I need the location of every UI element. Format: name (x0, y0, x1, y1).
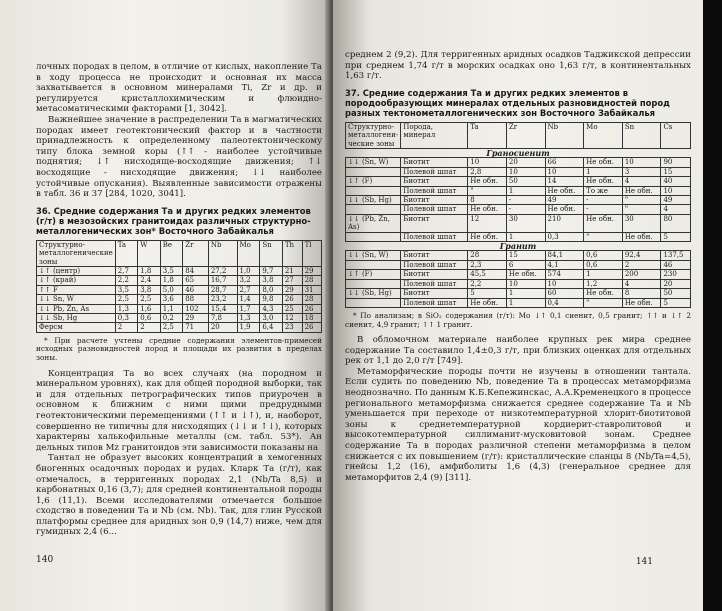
table36-cell: 2,5 (138, 295, 160, 304)
table36-cell: 0,2 (160, 313, 182, 322)
table37-cell: 5 (661, 298, 691, 307)
table36-cell: 26 (302, 323, 321, 332)
table36-cell: ↓↓ Sb, Hg (37, 313, 116, 322)
table36-cell: 29 (302, 266, 321, 275)
table37-cell: 0,4 (545, 298, 584, 307)
table36-cell: 1,4 (237, 295, 260, 304)
table36-header-cell: W (138, 240, 160, 266)
table36-cell: 5,0 (160, 285, 182, 294)
table36-wrapper (36, 240, 322, 333)
table37-cell: Не обн. (584, 289, 623, 298)
table37-cell: Не обн. (622, 186, 661, 195)
table37-cell: Не обн. (584, 158, 623, 167)
table36-row (37, 313, 322, 322)
table36-row (37, 276, 322, 285)
table37-cell (346, 279, 401, 288)
table36-cell: 2 (115, 323, 137, 332)
table37-cell: 14 (545, 177, 584, 186)
table37-row (346, 279, 691, 288)
table36-cell: 0,6 (138, 313, 160, 322)
table37-cell: 10 (468, 158, 507, 167)
table37-cell (346, 298, 401, 307)
table37-cell: ↓↓ (Sb, Hg) (346, 289, 401, 298)
table36-cell: 2,5 (160, 323, 182, 332)
table37-header-cell: Zr (506, 122, 545, 148)
table36-cell: 3,5 (160, 266, 182, 275)
table36-header-cell: Структурно-металлогенические зоны (37, 240, 116, 266)
table36-cell: ↑↑ F (37, 285, 116, 294)
table37-header-row (346, 122, 691, 148)
table36-header-cell: Nb (208, 240, 237, 266)
table37-row (346, 260, 691, 269)
table36-header-cell: Th (282, 240, 302, 266)
left-paragraph-4: Тантал не образует высоких концентраций в хемогенных биогенных осадочных породах и рудах. Кларк Та (г/т), как отмечалось, в терригенных породах 2,1 (Nb/Ta 8,5) и карбонатных 0,16 (3,7); для средней континентальной породы 1,6 (11,1). Всеми исследователями отмечается большое сходство в поведении Та и Nb (см. Nb). Так, для глин Русской платформы среднее для аридных зон 0,9 (14,7) ниже, чем для гумидных 2,4 (6... (36, 453, 322, 538)
table37-cell: 15 (506, 251, 545, 260)
table37-cell: - (584, 205, 623, 214)
table37-cell: 0,6 (584, 251, 623, 260)
table36-cell: 18 (302, 313, 321, 322)
table36-row (37, 323, 322, 332)
table37-cell: Полевой шпат (401, 260, 468, 269)
table36-row (37, 266, 322, 275)
table37-cell: 2,3 (468, 260, 507, 269)
table36-cell: 20 (208, 323, 237, 332)
table37-cell: 2,8 (468, 167, 507, 176)
table37-cell: Не обн. (506, 270, 545, 279)
table36-header-row (37, 240, 322, 266)
right-paragraph-3: Метаморфические породы почти не изучены в отношении тантала. Если судить по поведению Nb, поведение Та в процессах метаморфизма неоднозначно. По данным К.Б.Кепежинскас, А.А.Кременецкого в процессе регионального метаморфизма снижается среднее содержание Та и Nb уменьшается при переходе от низкотемпературной хлорит-биотитовой зоны к среднетемпературной кордиерит-ставролитовой и высокотемпературной силлиманит-мусковитовой зонам. Среднее содержание Та в породах различной степени метаморфизма в целом снижается с их повышением (г/т): кристаллические сланцы 8 (Nb/Ta=4,5), гнейсы 1,2 (16), амфиболиты 1,6 (4,3) (генеральное среднее для метаморфитов 2,4 (9) [311]. (345, 366, 691, 483)
table36-header-cell: Tl (302, 240, 321, 266)
table37-cell: 45,5 (468, 270, 507, 279)
table37-cell: 50 (506, 177, 545, 186)
table37-cell: 50 (661, 289, 691, 298)
table36-cell: 31 (302, 285, 321, 294)
table37-cell: 3 (622, 167, 661, 176)
table36-cell: 3,8 (260, 276, 282, 285)
table37-cell: Полевой шпат (401, 167, 468, 176)
table36-body (37, 266, 322, 332)
table37-row (346, 158, 691, 167)
left-intro-paragraph: лочных породах в целом, в отличие от кислых, накопление Та в ходу процесса не происходит и основная их масса захватывается в основном минералами Ti, Zr и др. и регулируется кристаллохимическим и флюидно-метасоматическими факторами [1, 3042]. (36, 62, 322, 115)
table37-cell: 10 (622, 158, 661, 167)
table36-cell: 2,7 (237, 285, 260, 294)
table37-footnote: * По анализам; в SiO₂ содержания (г/т): Mo ↓↑ 0,1 сиенит, 0,5 гранит; ↑↑ и ↓↑ 2 сиенит, 4,9 гранит; ↑↑ 1 гранит. (345, 310, 691, 329)
table36-cell: 46 (183, 285, 209, 294)
table37-cell: 1 (506, 289, 545, 298)
table36-cell: 2,4 (138, 276, 160, 285)
table37-cell: 28 (468, 251, 507, 260)
table37-cell: Полевой шпат (401, 298, 468, 307)
table36-cell: 12 (282, 313, 302, 322)
table36-cell: ↓↓ Pb, Zn, As (37, 304, 116, 313)
table37-cell: Не обн. (468, 177, 507, 186)
table36-cell: 1,0 (237, 266, 260, 275)
table36-cell: 6,4 (260, 323, 282, 332)
table36-cell: 4,3 (260, 304, 282, 313)
table37-cell: 4 (622, 177, 661, 186)
table37-header-cell: Nb (545, 122, 584, 148)
table36-cell: 27,2 (208, 266, 237, 275)
table37-cell: ↓↑ (F) (346, 177, 401, 186)
table36-cell: Ферсм (37, 323, 116, 332)
table36-header-cell: Ta (115, 240, 137, 266)
table37-cell: Не обн. (468, 205, 507, 214)
table37-cell: 4 (661, 205, 691, 214)
table37-cell: Полевой шпат (401, 279, 468, 288)
table37-cell: 10 (506, 279, 545, 288)
table37-cell: Не обн. (584, 214, 623, 232)
table37-cell: " (622, 205, 661, 214)
table37-cell: 30 (506, 214, 545, 232)
table37-cell: Не обн. (468, 298, 507, 307)
table37-header-cell: Порода, минерал (401, 122, 468, 148)
table37-cell: ↓↓ (Sb, Hg) (346, 196, 401, 205)
table36-cell: 28 (302, 295, 321, 304)
table36-cell: 8,0 (260, 285, 282, 294)
table37-cell: 12 (468, 214, 507, 232)
table37-cell: 10 (661, 186, 691, 195)
table36-cell: 65 (183, 276, 209, 285)
table36-cell: 29 (282, 285, 302, 294)
table37-group-label: Граносиенит (346, 149, 691, 158)
table37-row (346, 251, 691, 260)
table37-cell: 80 (661, 214, 691, 232)
table37-row (346, 167, 691, 176)
table37-cell: 4,1 (545, 260, 584, 269)
table37-row (346, 196, 691, 205)
page-number-right: 141 (635, 557, 653, 567)
table37-cell: ↓↓ (Sn, W) (346, 251, 401, 260)
table36-cell: 29 (183, 313, 209, 322)
table36-footnote: * При расчете учтены средние содержания элементов-примесей исходных разновидностей пород и площади их развития в пределах зоны. (36, 335, 322, 362)
table36-cell: 9,8 (260, 295, 282, 304)
table37-group-label: Гранит (346, 242, 691, 251)
table36-cell: 1,8 (160, 276, 182, 285)
table36-cell: 27 (282, 276, 302, 285)
table37-cell: 10 (545, 279, 584, 288)
table36-cell: 26 (282, 295, 302, 304)
table36-cell: 23 (282, 323, 302, 332)
table37-header-cell: Mo (584, 122, 623, 148)
table37-cell: Не обн. (545, 205, 584, 214)
table37-header-cell: Cs (661, 122, 691, 148)
table37-row (346, 177, 691, 186)
table36-header-cell: Sn (260, 240, 282, 266)
table37-cell: ↓↑ (F) (346, 270, 401, 279)
table36-cell: 3,5 (115, 285, 137, 294)
table37-cell: То же (584, 186, 623, 195)
table37-cell: " (584, 298, 623, 307)
table37-cell: 210 (545, 214, 584, 232)
table36-cell: ↓↓ Sn, W (37, 295, 116, 304)
table36-cell: 3,0 (260, 313, 282, 322)
table37-cell: Не обн. (584, 177, 623, 186)
table37-cell: 2,2 (468, 279, 507, 288)
table36-cell: 2,7 (115, 266, 137, 275)
table36-cell: ↓↑ (центр) (37, 266, 116, 275)
table37-cell: 5 (468, 289, 507, 298)
table37-cell: 90 (661, 158, 691, 167)
table37-cell: Биотит (401, 289, 468, 298)
table37-cell: - (506, 205, 545, 214)
table36-cell: 2,2 (115, 276, 137, 285)
table36-cell: ↓↑ (край) (37, 276, 116, 285)
table36-cell: 1,7 (237, 304, 260, 313)
table36-row (37, 295, 322, 304)
left-page (0, 0, 330, 611)
table37-cell: Биотит (401, 177, 468, 186)
table36-cell: 84 (183, 266, 209, 275)
table37-cell: 137,5 (661, 251, 691, 260)
table37-cell: Биотит (401, 196, 468, 205)
table37-cell: 1 (506, 186, 545, 195)
table36-cell: 21 (282, 266, 302, 275)
table36-cell: 102 (183, 304, 209, 313)
table36-cell: 26 (302, 304, 321, 313)
table36-header-cell: Zr (183, 240, 209, 266)
table37-cell: 6 (506, 260, 545, 269)
table36-cell: 1,3 (237, 313, 260, 322)
table36-cell: 16,7 (208, 276, 237, 285)
table36-cell: 9,7 (260, 266, 282, 275)
table36-header-cell: Mo (237, 240, 260, 266)
table36-cell: 1,3 (115, 304, 137, 313)
table36-cell: 1,1 (160, 304, 182, 313)
table37-cell: 20 (661, 279, 691, 288)
table37-cell: Не обн. (622, 232, 661, 241)
table36-row (37, 304, 322, 313)
table36-cell: 88 (183, 295, 209, 304)
table36 (36, 240, 322, 333)
table37-cell: 66 (545, 158, 584, 167)
table37-header-cell: Ta (468, 122, 507, 148)
right-paragraph-2: В обломочном материале наиболее крупных рек мира среднее содержание Та составило 1,4±0,3 г/т, при близких оценках для отдельных рек от 1,1 до 2,0 г/т [749]. (345, 335, 691, 367)
table37-cell (346, 167, 401, 176)
table37-cell: 0,3 (545, 232, 584, 241)
table37-cell: Не обн. (468, 232, 507, 241)
table37-cell: ↓↓ (Sn, W) (346, 158, 401, 167)
table36-cell: 7,8 (208, 313, 237, 322)
table37-cell: Биотит (401, 158, 468, 167)
table37-cell: 574 (545, 270, 584, 279)
table36-cell: 23,2 (208, 295, 237, 304)
table36-cell: 1,6 (138, 304, 160, 313)
table37-cell: 46 (661, 260, 691, 269)
table37-cell: 49 (661, 196, 691, 205)
table37-cell: 10 (506, 167, 545, 176)
table37-cell: Биотит (401, 251, 468, 260)
table37-cell: 200 (622, 270, 661, 279)
table37 (345, 122, 691, 308)
table37-cell: 5 (661, 232, 691, 241)
table37-cell: 8 (468, 196, 507, 205)
table37-cell: Не обн. (545, 186, 584, 195)
table37-cell: 1 (506, 298, 545, 307)
left-paragraph-3: Концентрация Та во всех случаях (на породном и минеральном уровнях), как для общей породной выборки, так и для отдельных петрографических типов приурочен в основном к ближним с ними щими предрудными геотектоническими перемещениями (↑↑ и ↓↑), и, наоборот, совершенно не типичны для нисходящих (↓↓ и ↑↓), которых характерны халькофильные металлы (см. табл. 53*). Ан дельных типов Mz гранитоидов эти зависимости показаны на (36, 368, 322, 453)
table37-row (346, 289, 691, 298)
table37-cell: Полевой шпат (401, 186, 468, 195)
table37-cell: " (622, 196, 661, 205)
table37-cell: 49 (545, 196, 584, 205)
table36-cell: 71 (183, 323, 209, 332)
table37-cell (346, 205, 401, 214)
table37-cell: 84,1 (545, 251, 584, 260)
table37-cell: 1 (506, 232, 545, 241)
table36-title: 36. Средние содержания Та и других редких элементов (г/т) в мезозойских гранитоидах различных структурно-металлогенических зон* Восточного Забайкалья (36, 205, 311, 236)
table37-cell: 60 (545, 289, 584, 298)
page-number-left: 140 (36, 555, 54, 565)
table37-group-row (346, 242, 691, 251)
table37-cell: 20 (506, 158, 545, 167)
table36-cell: 3,2 (237, 276, 260, 285)
table36-cell: 25 (282, 304, 302, 313)
table37-title: 37. Средние содержания Та и других редких элементов в породообразующих минералах отдельных разновидностей пород разных тектонометаллогенических зон Восточного Забайкалья (345, 87, 670, 118)
table36-header-cell: Be (160, 240, 182, 266)
table37-cell: - (584, 196, 623, 205)
table36-cell: 2,5 (115, 295, 137, 304)
table36-cell: 1,8 (138, 266, 160, 275)
table36-cell: 2 (138, 323, 160, 332)
table37-cell: 230 (661, 270, 691, 279)
table37-cell: 30 (622, 214, 661, 232)
table37-cell: 0,6 (584, 260, 623, 269)
table37-cell: 4 (622, 279, 661, 288)
table37-cell: 1,2 (584, 279, 623, 288)
table36-cell: 15,4 (208, 304, 237, 313)
table37-cell: 15 (661, 167, 691, 176)
table37-header-cell: Структурно-металлогени-ческие зоны (346, 122, 401, 148)
table36-cell: 1,9 (237, 323, 260, 332)
table37-cell: 10 (545, 167, 584, 176)
table37-cell: 2 (622, 260, 661, 269)
table36-cell: 28,7 (208, 285, 237, 294)
right-page (333, 0, 703, 611)
table37-cell: ↓↓ (Pb, Zn, As) (346, 214, 401, 232)
table37-cell: " (468, 186, 507, 195)
table36-row (37, 285, 322, 294)
table36-cell: 3,8 (138, 285, 160, 294)
table36-cell: 3,6 (160, 295, 182, 304)
table36-cell: 0,3 (115, 313, 137, 322)
right-intro-paragraph: среднем 2 (9,2). Для терригенных аридных осадков Таджикской депрессии при среднем 1,74 г/т в морских осадках оно 1,63 г/т, в континентальных 1,63 г/т. (345, 50, 691, 82)
table37-cell (346, 260, 401, 269)
table37-group-row (346, 149, 691, 158)
table37-cell: 40 (661, 177, 691, 186)
table37-cell: Биотит (401, 214, 468, 232)
table37-cell: Полевой шпат (401, 232, 468, 241)
table37-row (346, 214, 691, 232)
left-paragraph-2: Важнейшее значение в распределении Та в магматических породах имеет геотектонический фактор и в частности принадлежность к определенному палеотектоническому типу блока земной коры (↑↑ - наиболее устойчивые поднятия; ↓↑ нисходяще-восходящие движения; ↑↓ восходящие - нисходящие движения; ↓↓ наиболее устойчивые опускания). Выявленные зависимости отражены в табл. 36 и 37 [284, 1020, 3041]. (36, 114, 322, 200)
table37-cell: Не обн. (622, 298, 661, 307)
table37-cell: Полевой шпат (401, 205, 468, 214)
table37-cell: 92,4 (622, 251, 661, 260)
table37-wrapper (345, 122, 691, 308)
table37-cell: - (506, 196, 545, 205)
table37-cell: " (584, 232, 623, 241)
table37-cell (346, 232, 401, 241)
table37-row (346, 270, 691, 279)
table37-cell: Биотит (401, 270, 468, 279)
table37-header-cell: Sn (622, 122, 661, 148)
table37-cell: 1 (584, 270, 623, 279)
table37-cell (346, 186, 401, 195)
table37-row (346, 205, 691, 214)
table37-cell: 1 (584, 167, 623, 176)
table37-cell: 8 (622, 289, 661, 298)
table36-cell: 28 (302, 276, 321, 285)
table37-body (346, 149, 691, 308)
table37-row (346, 298, 691, 307)
table37-row (346, 186, 691, 195)
